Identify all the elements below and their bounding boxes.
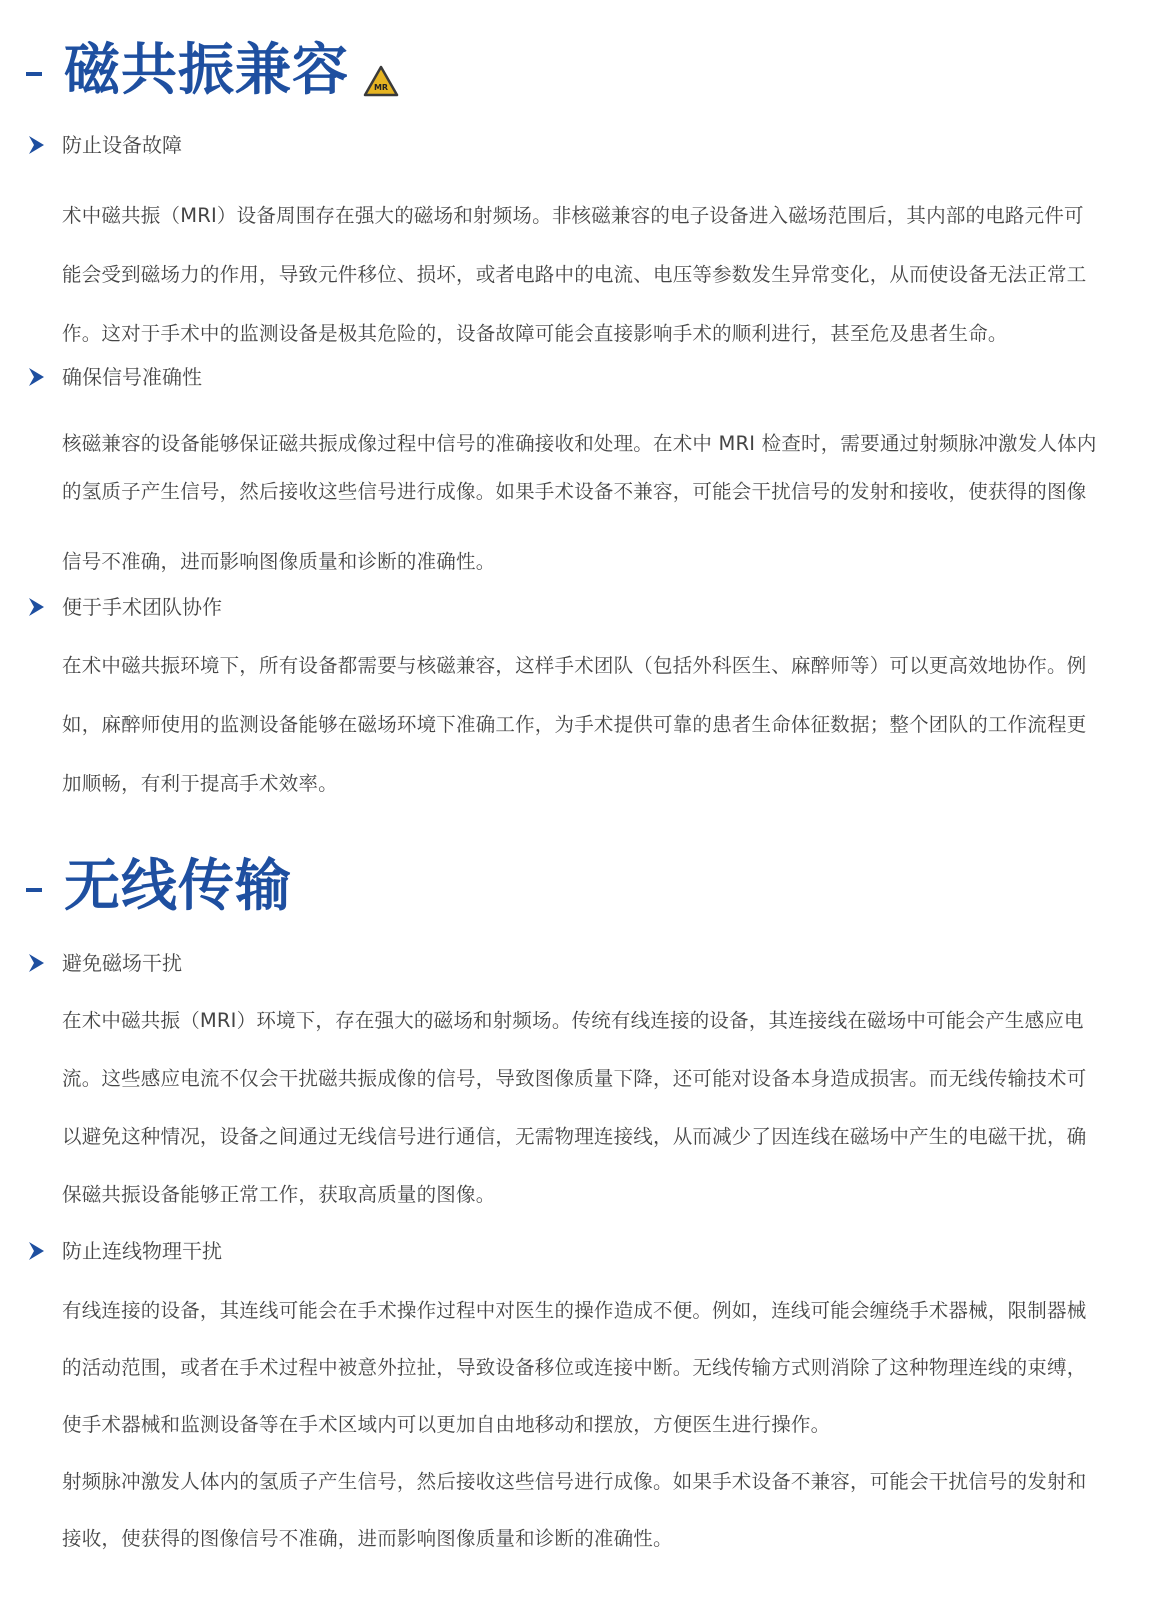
paragraph-line: 的活动范围，或者在手术过程中被意外拉扯，导致设备移位或连接中断。无线传输方式则消除了这种物理连线的束缚， xyxy=(62,1356,1087,1379)
paragraph-prevent-wire-interference xyxy=(62,1282,1138,1567)
paragraph-avoid-magnetic-interference xyxy=(62,992,1138,1224)
subhead-team-collaboration xyxy=(26,592,222,622)
chevron-right-icon xyxy=(26,134,46,156)
subhead-text: 防止连线物理干扰 xyxy=(62,1239,222,1263)
subhead-signal-accuracy xyxy=(26,362,202,392)
paragraph-line: 在术中磁共振环境下，所有设备都需要与核磁兼容，这样手术团队（包括外科医生、麻醉师等）可以更高效地协作。例 xyxy=(62,654,1087,677)
subhead-avoid-magnetic-interference xyxy=(26,948,182,978)
title-dash xyxy=(26,888,42,892)
section-title-text: 磁共振兼容 xyxy=(64,38,349,103)
section-title-text: 无线传输 xyxy=(64,854,292,919)
paragraph-line: 流。这些感应电流不仅会干扰磁共振成像的信号，导致图像质量下降，还可能对设备本身造成损害。而无线传输技术可 xyxy=(62,1067,1087,1090)
chevron-right-icon xyxy=(26,1240,46,1262)
paragraph-line: 核磁兼容的设备能够保证磁共振成像过程中信号的准确接收和处理。在术中 MRI 检查时，需要通过射频脉冲激发人体内 xyxy=(62,432,1097,455)
paragraph-line: 信号不准确，进而影响图像质量和诊断的准确性。 xyxy=(62,550,496,573)
chevron-right-icon xyxy=(26,596,46,618)
paragraph-line: 作。这对于手术中的监测设备是极其危险的，设备故障可能会直接影响手术的顺利进行，甚至危及患者生命。 xyxy=(62,322,1008,345)
section-title-wireless xyxy=(26,850,292,924)
mr-badge-text: MR xyxy=(373,83,389,92)
paragraph-line: 在术中磁共振（MRI）环境下，存在强大的磁场和射频场。传统有线连接的设备，其连接线在磁场中可能会产生感应电 xyxy=(62,1009,1084,1032)
paragraph-line: 接收，使获得的图像信号不准确，进而影响图像质量和诊断的准确性。 xyxy=(62,1527,673,1550)
chevron-right-icon xyxy=(26,366,46,388)
paragraph-line: 有线连接的设备，其连线可能会在手术操作过程中对医生的操作造成不便。例如，连线可能会缠绕手术器械，限制器械 xyxy=(62,1299,1087,1322)
subhead-prevent-failure xyxy=(26,130,182,160)
paragraph-signal-accuracy xyxy=(62,420,1138,586)
paragraph-line: 以避免这种情况，设备之间通过无线信号进行通信，无需物理连接线，从而减少了因连线在磁场中产生的电磁干扰，确 xyxy=(62,1125,1087,1148)
paragraph-line: 能会受到磁场力的作用，导致元件移位、损坏，或者电路中的电流、电压等参数发生异常变化，从而使设备无法正常工 xyxy=(62,263,1087,286)
paragraph-line: 射频脉冲激发人体内的氢质子产生信号，然后接收这些信号进行成像。如果手术设备不兼容，可能会干扰信号的发射和 xyxy=(62,1470,1087,1493)
paragraph-line: 加顺畅，有利于提高手术效率。 xyxy=(62,772,338,795)
paragraph-line: 使手术器械和监测设备等在手术区域内可以更加自由地移动和摆放，方便医生进行操作。 xyxy=(62,1413,831,1436)
paragraph-line: 的氢质子产生信号，然后接收这些信号进行成像。如果手术设备不兼容，可能会干扰信号的发射和接收，使获得的图像 xyxy=(62,480,1087,503)
paragraph-line: 如，麻醉师使用的监测设备能够在磁场环境下准确工作，为手术提供可靠的患者生命体征数据；整个团队的工作流程更 xyxy=(62,713,1087,736)
subhead-text: 确保信号准确性 xyxy=(62,365,202,389)
paragraph-prevent-failure xyxy=(62,186,1138,363)
paragraph-team-collaboration xyxy=(62,636,1138,813)
paragraph-line: 保磁共振设备能够正常工作，获取高质量的图像。 xyxy=(62,1183,496,1206)
subhead-text: 避免磁场干扰 xyxy=(62,951,182,975)
subhead-text: 防止设备故障 xyxy=(62,133,182,157)
mr-warning-icon xyxy=(363,65,399,97)
title-dash xyxy=(26,72,42,76)
subhead-prevent-wire-interference xyxy=(26,1236,222,1266)
paragraph-line: 术中磁共振（MRI）设备周围存在强大的磁场和射频场。非核磁兼容的电子设备进入磁场范围后，其内部的电路元件可 xyxy=(62,204,1084,227)
subhead-text: 便于手术团队协作 xyxy=(62,595,222,619)
section-title-mr-compatible xyxy=(26,34,399,108)
chevron-right-icon xyxy=(26,952,46,974)
